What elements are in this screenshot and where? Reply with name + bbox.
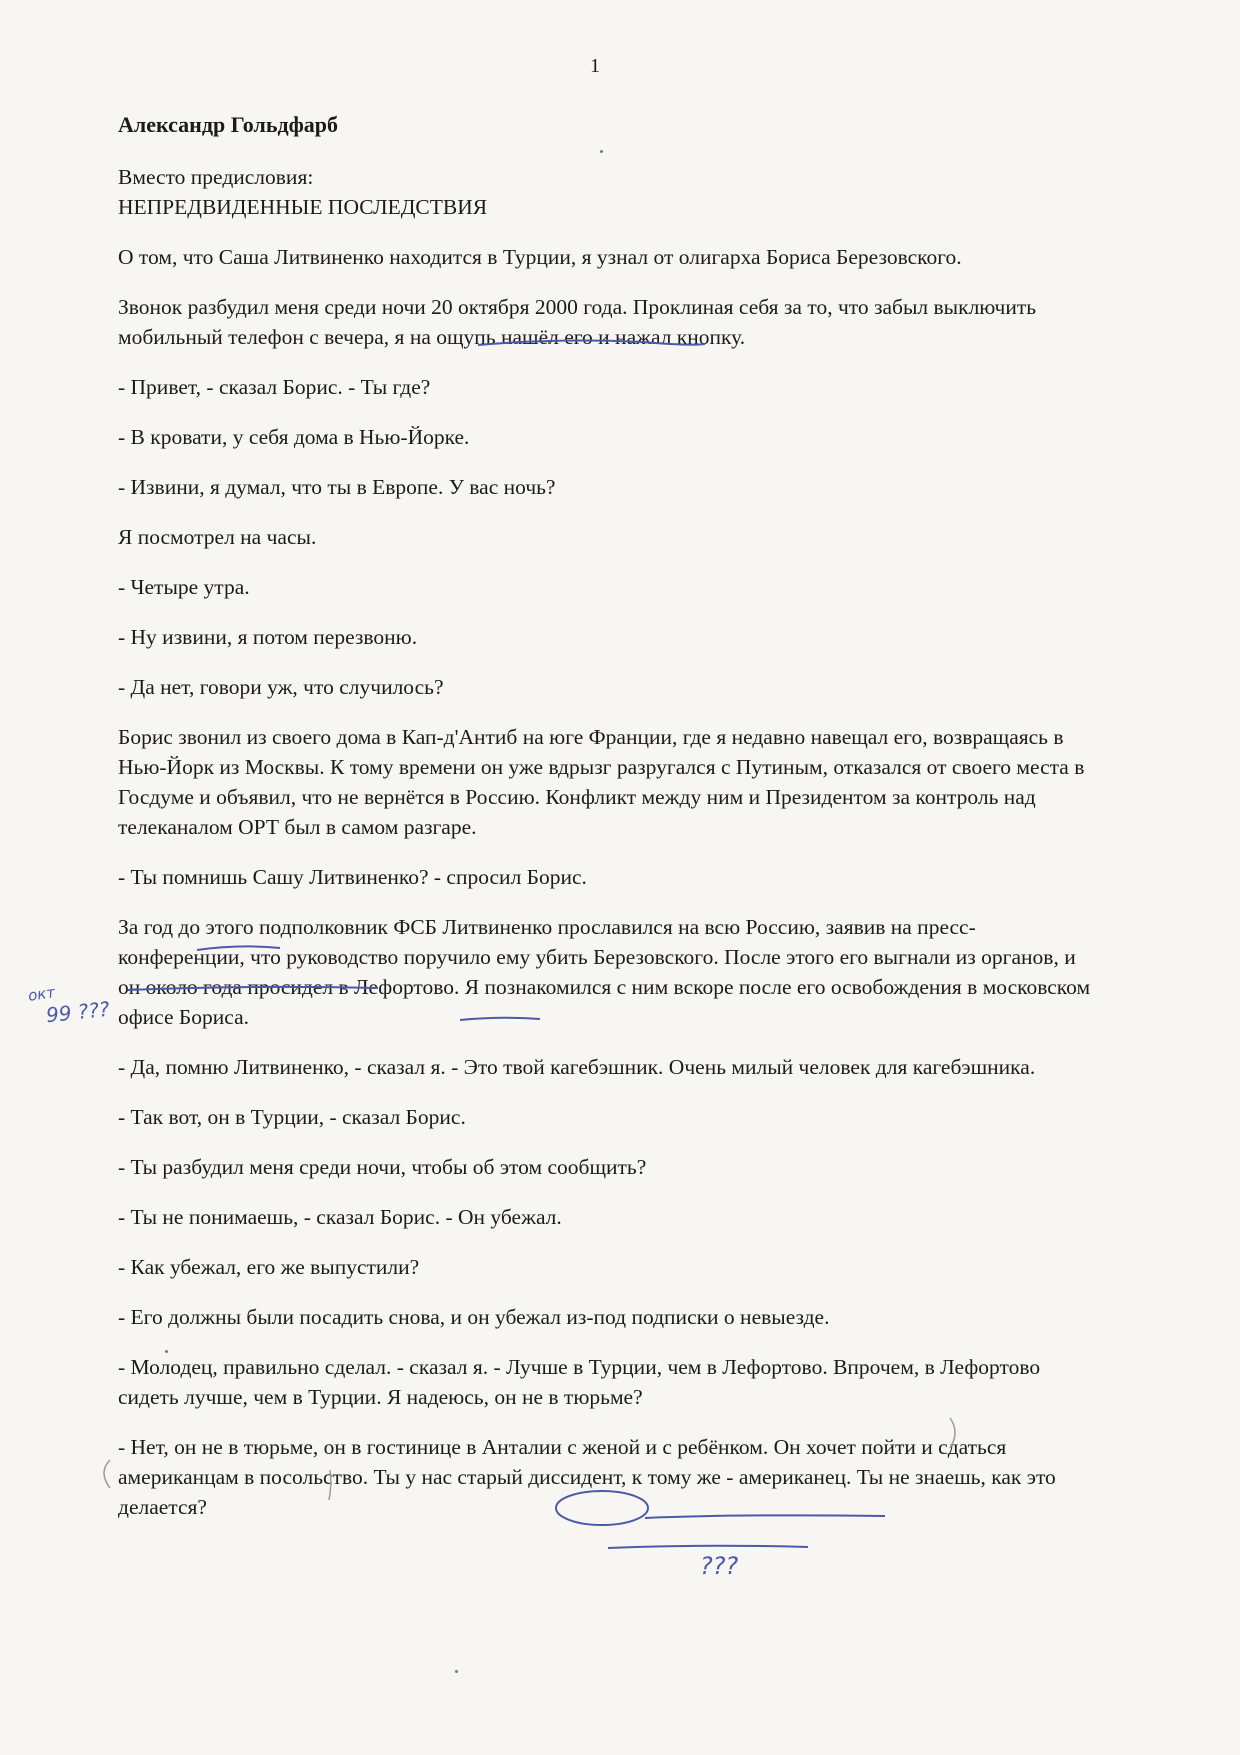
pencil-bracket	[104, 1460, 110, 1488]
paragraph: - Как убежал, его же выпустили?	[118, 1255, 420, 1279]
section-title: НЕПРЕДВИДЕННЫЕ ПОСЛЕДСТВИЯ	[118, 195, 488, 219]
handwritten-note-question: ???	[700, 1552, 739, 1580]
paragraph: - В кровати, у себя дома в Нью-Йорке.	[118, 425, 470, 449]
handwritten-note-month: окт	[26, 983, 57, 1005]
paragraph: - Да нет, говори уж, что случилось?	[118, 675, 444, 699]
underline-dissident	[608, 1546, 808, 1548]
paragraph: - Да, помню Литвиненко, - сказал я. - Это твой кагебэшник. Очень милый человек для кагебэшника.	[118, 1055, 1036, 1079]
paragraph: - Нет, он не в тюрьме, он в гостинице в Анталии с женой и с ребёнком. Он хочет пойти и сдаться американцам в посольство. Ты у нас старый диссидент, к тому же - американец. Ты не знаешь, как это делается?	[118, 1435, 1056, 1519]
author-name: Александр Гольдфарб	[118, 112, 339, 137]
paragraph: За год до этого подполковник ФСБ Литвиненко прославился на всю Россию, заявив на пресс-конференции, что руководство поручило ему убить Березовского. После этого его выгнали из органов, и он около года просидел в Лефортово. Я познакомился с ним вскоре после его освобождения в московском офисе Бориса.	[118, 915, 1091, 1029]
page-number: 1	[590, 55, 600, 77]
paper-speck	[600, 150, 603, 153]
paragraph: Я посмотрел на часы.	[118, 525, 317, 549]
handwritten-note-year: 99 ???	[44, 996, 111, 1028]
paper-speck	[165, 1350, 168, 1353]
paragraph: - Его должны были посадить снова, и он убежал из-под подписки о невыезде.	[118, 1305, 830, 1329]
paragraph: - Молодец, правильно сделал. - сказал я. - Лучше в Турции, чем в Лефортово. Впрочем, в Лефортово сидеть лучше, чем в Турции. Я надеюсь, он не в тюрьме?	[118, 1355, 1041, 1409]
document-body	[118, 110, 1098, 1542]
paragraph: - Ну извини, я потом перезвоню.	[118, 625, 418, 649]
paragraph: - Четыре утра.	[118, 575, 250, 599]
paragraph: - Ты помнишь Сашу Литвиненко? - спросил Борис.	[118, 865, 587, 889]
preface-label: Вместо предисловия:	[118, 165, 314, 189]
paragraph: - Ты разбудил меня среди ночи, чтобы об этом сообщить?	[118, 1155, 647, 1179]
paragraph: Звонок разбудил меня среди ночи 20 октября 2000 года. Проклиная себя за то, что забыл выключить мобильный телефон с вечера, я на ощупь нашёл его и нажал кнопку.	[118, 295, 1037, 349]
paragraph: Борис звонил из своего дома в Кап-д'Антиб на юге Франции, где я недавно навещал его, возвращаясь в Нью-Йорк из Москвы. К тому времени он уже вдрызг разругался с Путиным, отказался от своего места в Госдуме и объявил, что не вернётся в Россию. Конфликт между ним и Президентом за контроль над телеканалом ОРТ был в самом разгаре.	[118, 725, 1085, 839]
paragraph: - Ты не понимаешь, - сказал Борис. - Он убежал.	[118, 1205, 562, 1229]
paper-speck	[455, 1670, 458, 1673]
paragraph: - Привет, - сказал Борис. - Ты где?	[118, 375, 431, 399]
paragraph: - Извини, я думал, что ты в Европе. У вас ночь?	[118, 475, 556, 499]
paragraph: - Так вот, он в Турции, - сказал Борис.	[118, 1105, 466, 1129]
paragraph: О том, что Саша Литвиненко находится в Турции, я узнал от олигарха Бориса Березовского.	[118, 245, 962, 269]
